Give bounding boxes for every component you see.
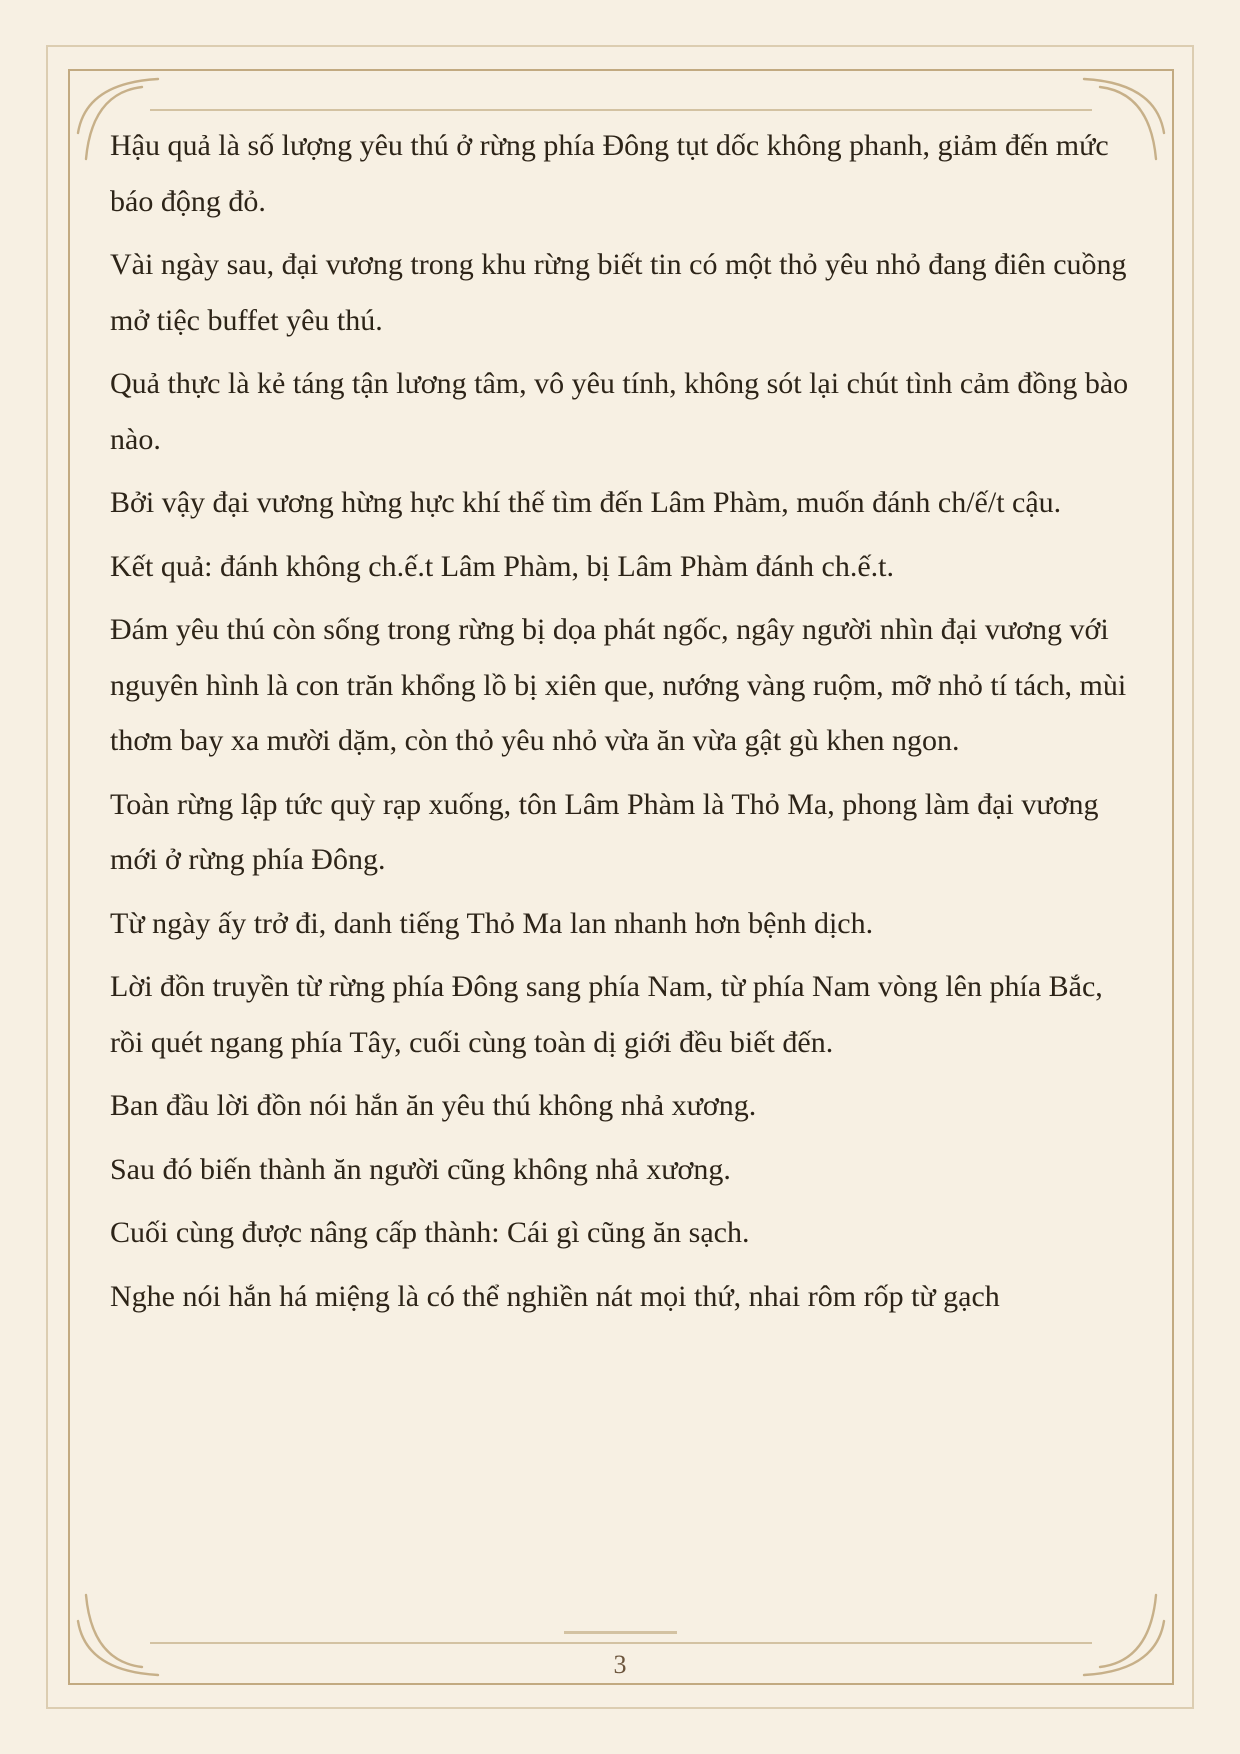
footer-rule xyxy=(150,1642,1092,1644)
paragraph: Từ ngày ấy trở đi, danh tiếng Thỏ Ma lan nhanh hơn bệnh dịch. xyxy=(110,906,874,940)
paragraph: Cuối cùng được nâng cấp thành: Cái gì cũng ăn sạch. xyxy=(110,1216,750,1249)
paragraph: Quả thực là kẻ táng tận lương tâm, vô yêu tính, không sót lại chút tình cảm đồng bào nào. xyxy=(110,367,1129,456)
paragraph: Đám yêu thú còn sống trong rừng bị dọa phát ngốc, ngây người nhìn đại vương với nguyên hình là con trăn khổng lồ bị xiên que, nướng vàng ruộm, mỡ nhỏ tí tách, mùi thơm bay xa mười dặm, còn thỏ yêu nhỏ vừa ăn vừa gật gù khen ngon. xyxy=(110,613,1127,757)
paragraph: Ban đầu lời đồn nói hắn ăn yêu thú không nhả xương. xyxy=(110,1089,757,1122)
paragraph: Bởi vậy đại vương hừng hực khí thế tìm đến Lâm Phàm, muốn đánh ch/ế/t cậu. xyxy=(110,486,1062,519)
paragraph: Nghe nói hắn há miệng là có thể nghiền nát mọi thứ, nhai rôm rốp từ gạch xyxy=(110,1279,1000,1313)
paragraph: Toàn rừng lập tức quỳ rạp xuống, tôn Lâm Phàm là Thỏ Ma, phong làm đại vương mới ở rừng phía Đông. xyxy=(110,787,1099,876)
paragraph: Sau đó biến thành ăn người cũng không nhả xương. xyxy=(110,1152,731,1186)
footer-accent-rule xyxy=(564,1631,677,1634)
page-number: 3 xyxy=(613,1650,627,1679)
paragraph: Vài ngày sau, đại vương trong khu rừng biết tin có một thỏ yêu nhỏ đang điên cuồng mở tiệc buffet yêu thú. xyxy=(110,248,1127,337)
paragraph: Hậu quả là số lượng yêu thú ở rừng phía Đông tụt dốc không phanh, giảm đến mức báo động đỏ. xyxy=(110,129,1109,218)
paragraph: Lời đồn truyền từ rừng phía Đông sang phía Nam, từ phía Nam vòng lên phía Bắc, rồi quét ngang phía Tây, cuối cùng toàn dị giới đều biết đến. xyxy=(110,970,1103,1059)
paragraph: Kết quả: đánh không ch.ế.t Lâm Phàm, bị Lâm Phàm đánh ch.ế.t. xyxy=(110,549,894,583)
page-text xyxy=(110,118,1133,1324)
header-rule xyxy=(150,109,1092,111)
